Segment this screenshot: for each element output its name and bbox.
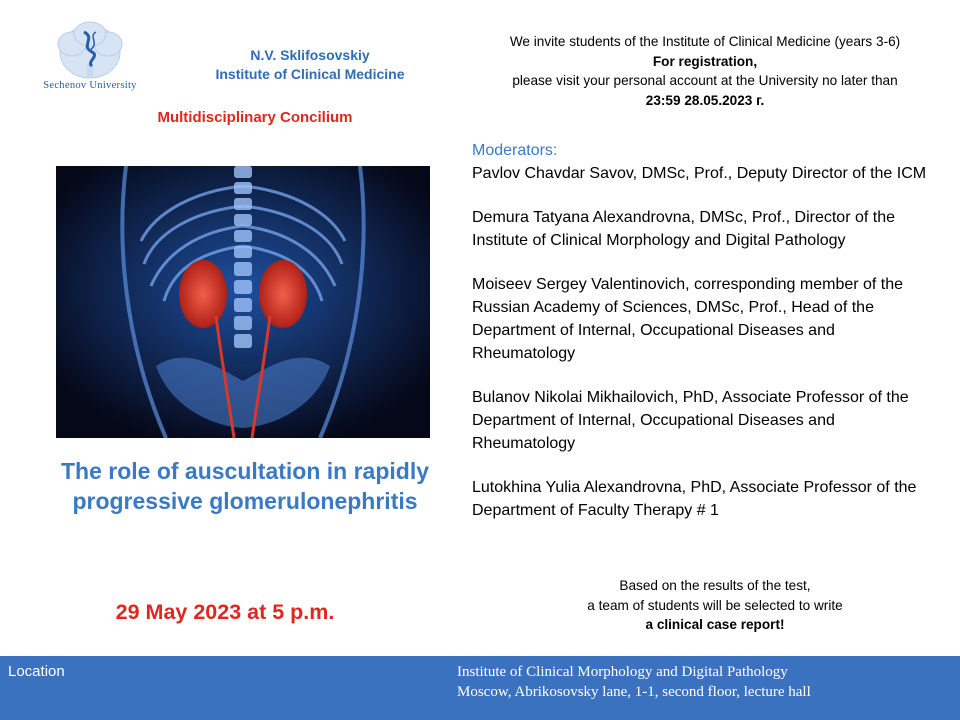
institute-name: [185, 46, 435, 84]
title-line-1: The role of auscultation in rapidly: [60, 458, 430, 484]
event-title: [40, 456, 450, 516]
registration-deadline: 23:59 28.05.2023 г.: [645, 92, 765, 108]
location-line-2: Moscow, Abrikosovsky lane, 1-1, second floor, lecture hall: [457, 684, 811, 700]
invite-line-3: please visit your personal account at the University no later than: [512, 73, 898, 88]
results-line-3: a clinical case report!: [645, 617, 785, 632]
moderator-item: Lutokhina Yulia Alexandrovna, PhD, Associate Professor of the Department of Faculty Therapy # 1: [472, 479, 917, 519]
location-label: Location: [8, 663, 65, 680]
event-type: Multidisciplinary Concilium: [157, 109, 353, 126]
moderators-heading: Moderators:: [472, 142, 558, 159]
kidney-xray-illustration: [56, 166, 430, 438]
invite-line-1: We invite students of the Institute of Clinical Medicine (years 3-6): [509, 34, 901, 49]
moderators-list: [472, 139, 942, 543]
results-line-2: a team of students will be selected to write: [587, 597, 843, 613]
moderator-item: Moiseev Sergey Valentinovich, corresponding member of the Russian Academy of Sciences, DMSc, Prof., Head of the Department of Internal, Occupational Diseases and Rheumatology: [472, 276, 904, 362]
moderator-item: Pavlov Chavdar Savov, DMSc, Prof., Deputy Director of the ICM: [472, 165, 927, 182]
location-line-1: Institute of Clinical Morphology and Digital Pathology: [457, 664, 788, 680]
logo-caption: Sechenov University: [43, 80, 137, 91]
invite-line-2: For registration,: [652, 53, 758, 69]
institute-line-1: N.V. Sklifosovskiy: [250, 47, 370, 63]
moderator-item: Bulanov Nikolai Mikhailovich, PhD, Associate Professor of the Department of Internal, Occupational Diseases and Rheumatology: [472, 389, 909, 452]
results-note: [520, 576, 910, 635]
location-address: [457, 662, 811, 702]
invitation-text: [470, 32, 940, 110]
institute-line-2: Institute of Clinical Medicine: [215, 66, 405, 82]
event-date: 29 May 2023 at 5 p.m.: [115, 600, 335, 624]
results-line-1: Based on the results of the test,: [619, 578, 811, 593]
title-line-2: progressive glomerulonephritis: [72, 488, 418, 514]
moderator-item: Demura Tatyana Alexandrovna, DMSc, Prof., Director of the Institute of Clinical Morphology and Digital Pathology: [472, 209, 896, 249]
